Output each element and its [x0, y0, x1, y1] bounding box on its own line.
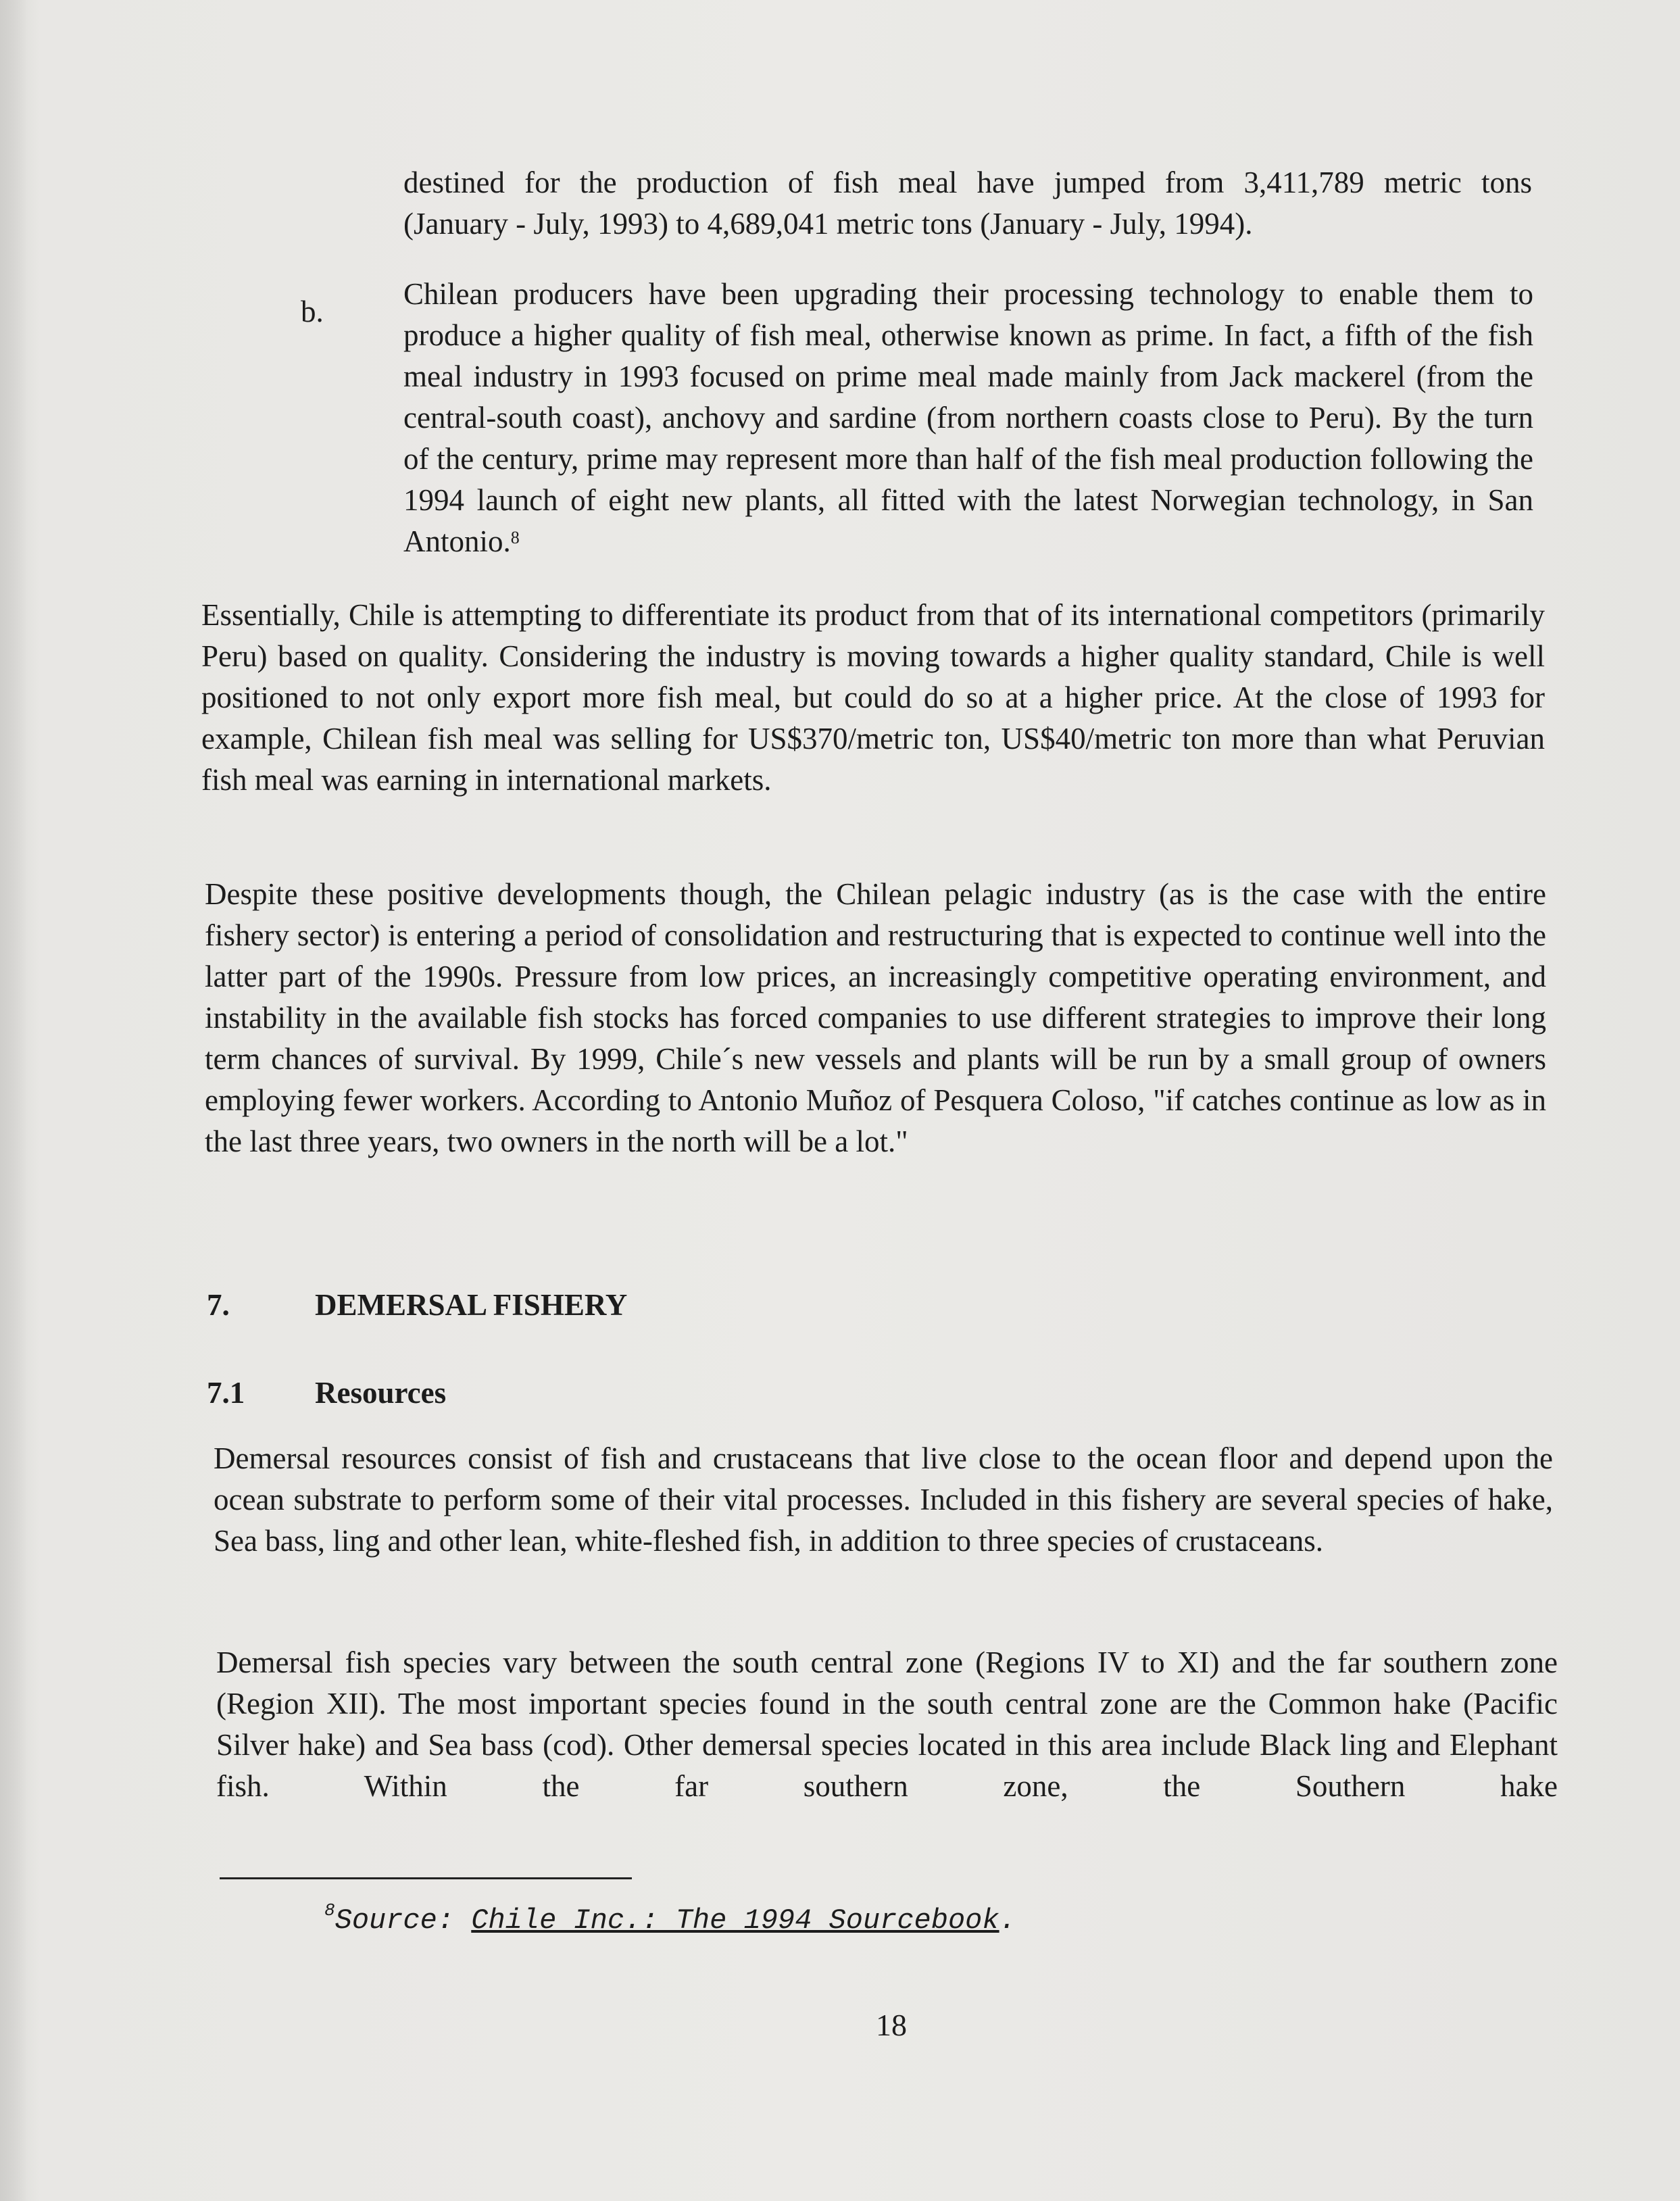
- section-number: 7.: [207, 1288, 230, 1322]
- paragraph-despite-text: Despite these positive developments though, the Chilean pelagic industry (as is the case with the entire fishery sector) is entering a period of consolidation and restructuring that is expected to continue well into the latter part of the 1990s. Pressure from low prices, an increasingly competitive operating environment, and instability in the available fish stocks has forced companies to use different strategies to improve their long term chances of survival. By 1999, Chile´s new vessels and plants will be run by a small group of owners employing fewer workers. According to Antonio Muñoz of Pesquera Coloso, "if catches continue as low as in the last three years, two owners in the north will be a lot.": [205, 877, 1546, 1158]
- footnote-source-title: Chile Inc.: The 1994 Sourcebook: [471, 1904, 999, 1937]
- footnote-prefix: Source:: [335, 1904, 472, 1937]
- page-edge-shadow: [0, 0, 27, 2201]
- footnote-marker: 8: [324, 1900, 335, 1921]
- footnote: [324, 1900, 1016, 1937]
- paragraph-demersal-resources-text: Demersal resources consist of fish and crustaceans that live close to the ocean floor and depend upon the ocean substrate to perform some of their vital processes. Included in this fishery are several species of hake, Sea bass, ling and other lean, white-fleshed fish, in addition to three species of crustaceans.: [214, 1441, 1553, 1558]
- list-item-b-text: Chilean producers have been upgrading their processing technology to enable them to produce a higher quality of fish meal, otherwise known as prime. In fact, a fifth of the fish meal industry in 1993 focused on prime meal made mainly from Jack mackerel (from the central-south coast), anchovy and sardine (from northern coasts close to Peru). By the turn of the century, prime may represent more than half of the fish meal production following the 1994 launch of eight new plants, all fitted with the latest Norwegian technology, in San Antonio.: [403, 277, 1533, 558]
- page-number: 18: [876, 2008, 907, 2042]
- continuation-line-2: (January - July, 1993) to 4,689,041 metric tons (January - July, 1994).: [403, 207, 1253, 241]
- paragraph-demersal-resources: [214, 1438, 1553, 1562]
- footnote-suffix: .: [999, 1904, 1016, 1937]
- subsection-title: Resources: [315, 1376, 447, 1410]
- paragraph-essentially-text: Essentially, Chile is attempting to differentiate its product from that of its international competitors (primarily Peru) based on quality. Considering the industry is moving towards a higher quality standard, Chile is well positioned to not only export more fish meal, but could do so at a higher price. At the close of 1993 for example, Chilean fish meal was selling for US$370/metric ton, US$40/metric ton more than what Peruvian fish meal was earning in international markets.: [201, 598, 1545, 797]
- section-heading-7: [207, 1287, 627, 1322]
- section-title: DEMERSAL FISHERY: [315, 1288, 628, 1322]
- list-item-label-b: b.: [301, 295, 324, 328]
- paragraph-demersal-species-text: Demersal fish species vary between the south central zone (Regions IV to XI) and the far southern zone (Region XII). The most important species found in the south central zone are the Common hake (Pacific Silver hake) and Sea bass (cod). Other demersal species located in this area include Black ling and Elephant fish. Within the far southern zone, the Southern hake: [216, 1646, 1558, 1803]
- paragraph-despite: [205, 874, 1546, 1162]
- footnote-separator: [220, 1877, 632, 1879]
- list-item-b: [403, 274, 1533, 562]
- subsection-heading-7-1: [207, 1375, 446, 1410]
- continuation-paragraph: [403, 162, 1532, 245]
- paragraph-essentially: [201, 595, 1545, 801]
- continuation-line-1: destined for the production of fish meal have jumped from 3,411,789 metric tons: [403, 166, 1532, 199]
- footnote-reference: 8: [510, 528, 520, 547]
- paragraph-demersal-species: [216, 1642, 1558, 1807]
- subsection-number: 7.1: [207, 1376, 245, 1410]
